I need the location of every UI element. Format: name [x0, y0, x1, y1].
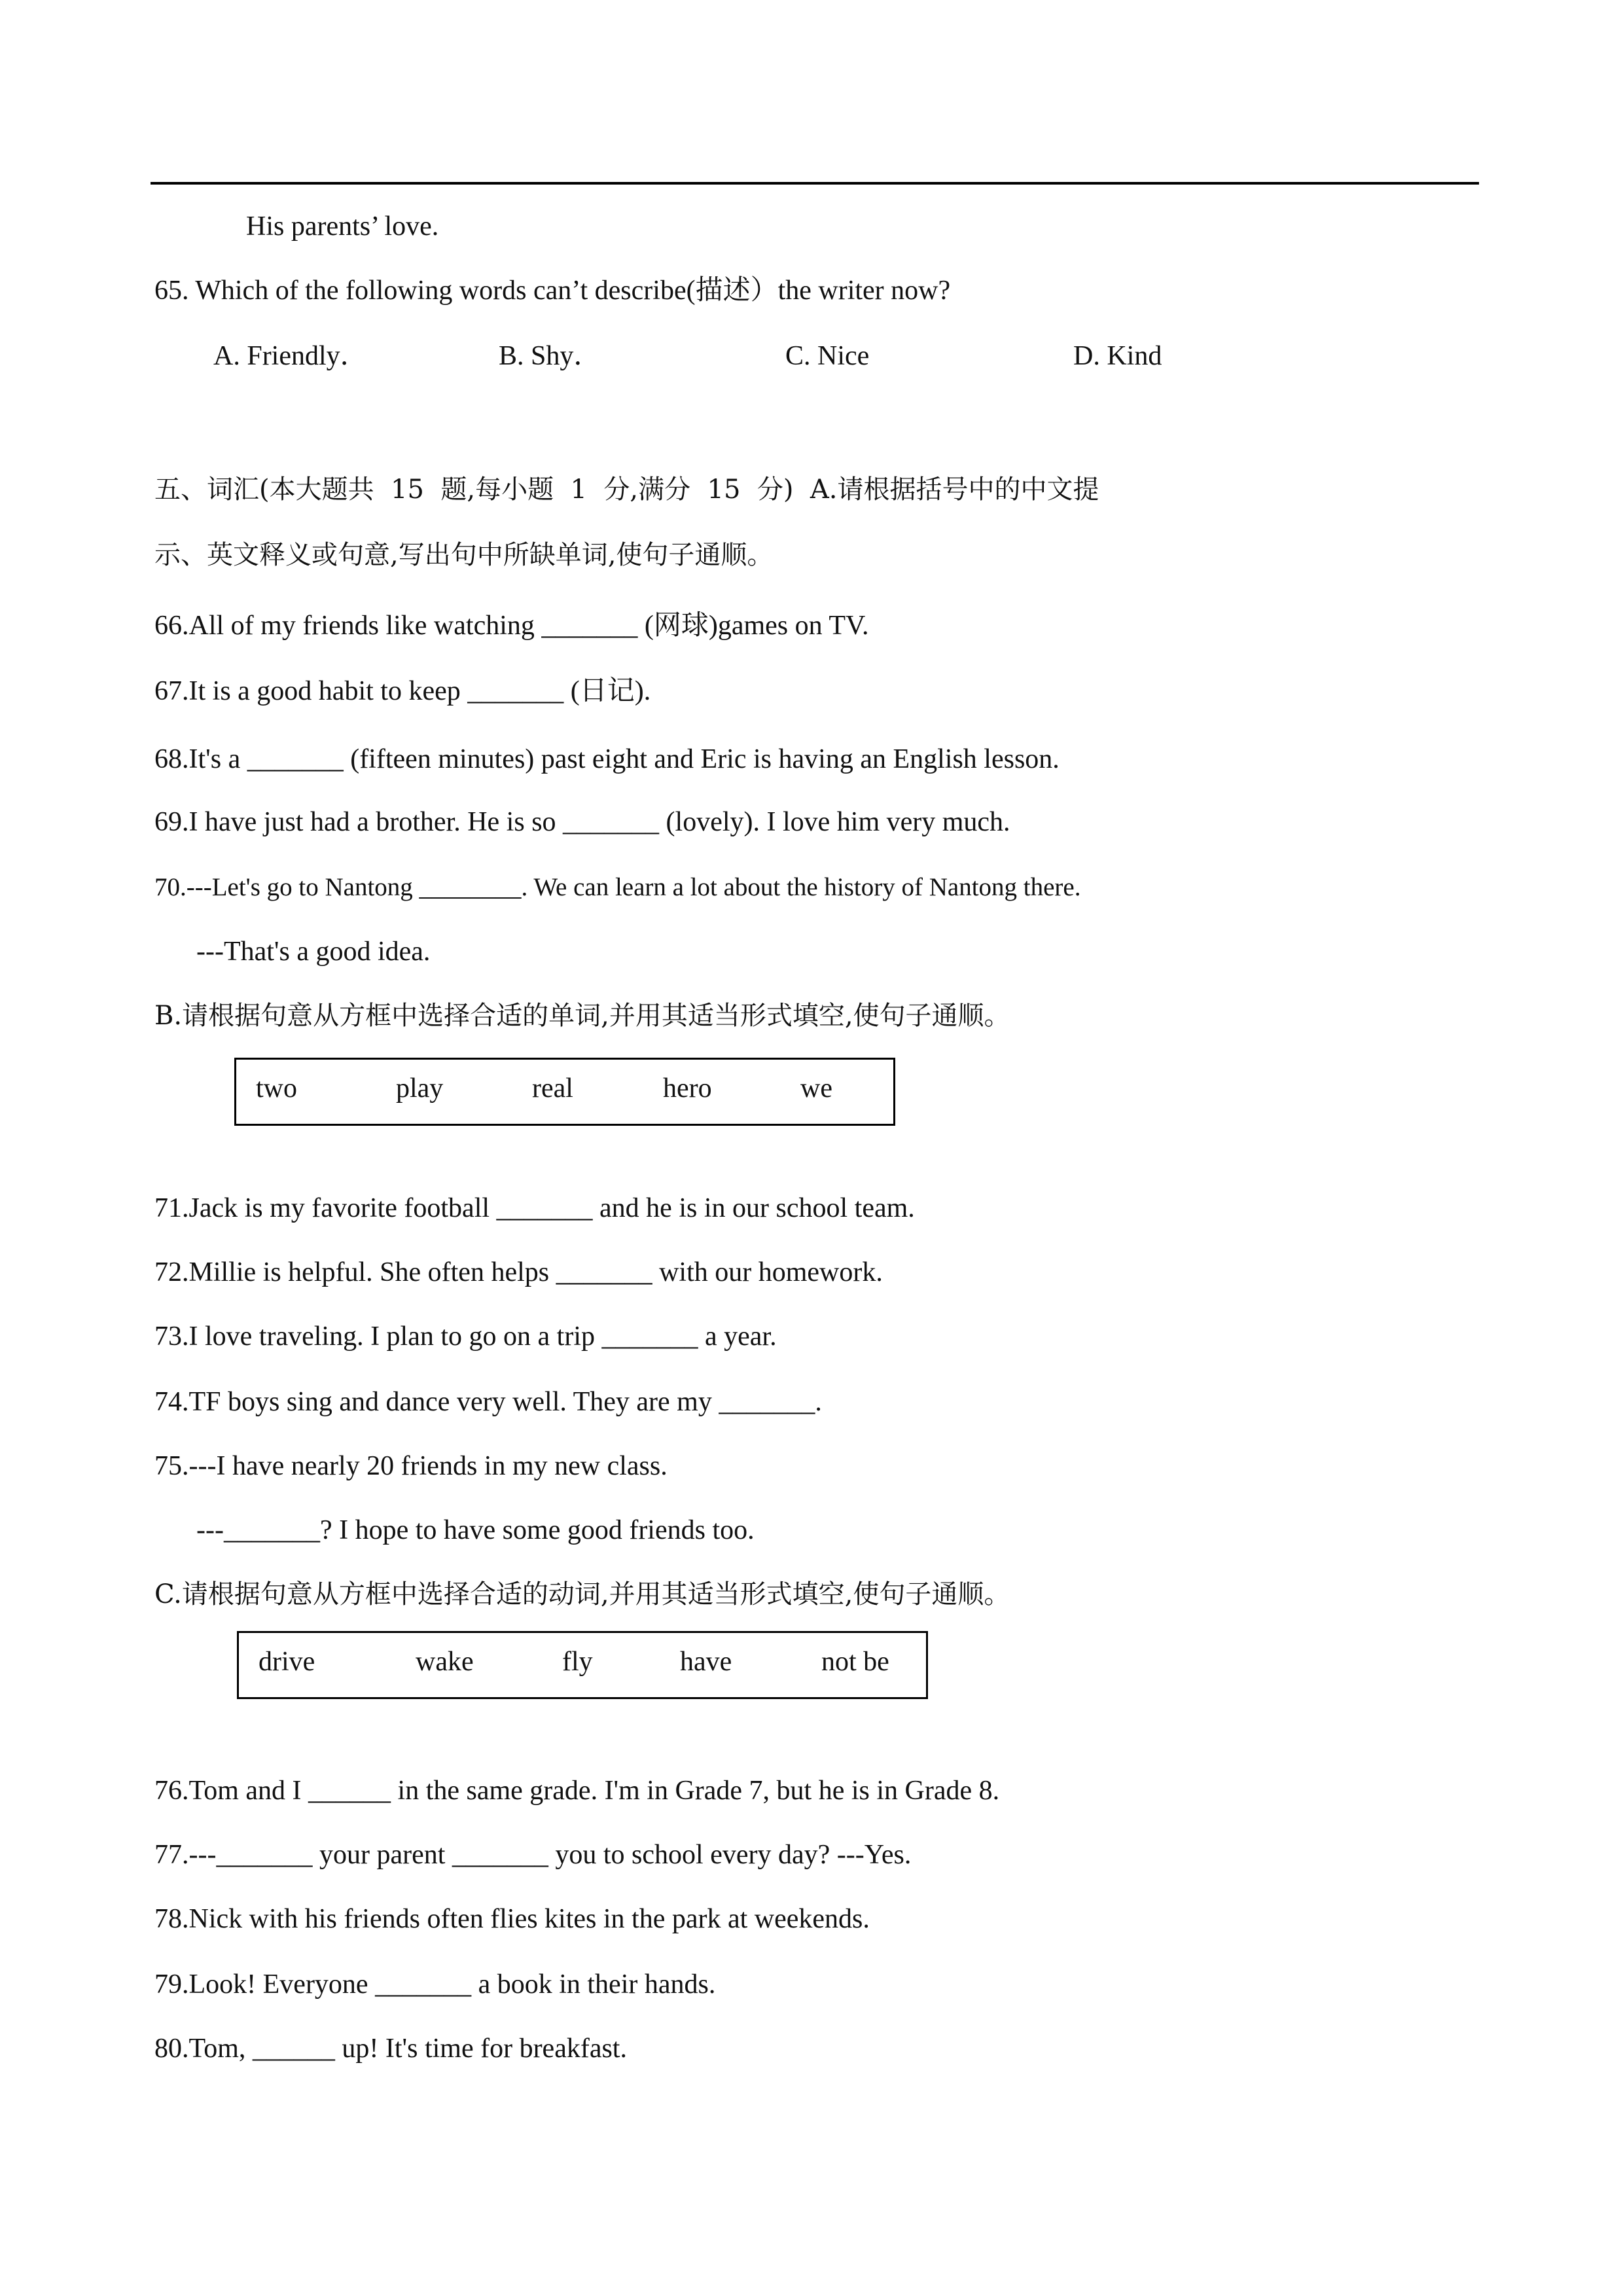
word-box-c-item: fly: [562, 1647, 593, 1677]
question-67: 67.It is a good habit to keep _______ (日记).: [154, 676, 651, 706]
word-box-c-item: drive: [259, 1647, 315, 1677]
word-box-b-item: play: [396, 1073, 444, 1103]
word-box-b-item: real: [532, 1073, 573, 1103]
question-68: 68.It's a _______ (fifteen minutes) past eight and Eric is having an English lesson.: [154, 744, 1060, 774]
q65-option-a: A. Friendly．: [213, 341, 368, 371]
header-rule: [151, 182, 1479, 185]
section-5-heading-line1: 五、词汇(本大题共 15 题,每小题 1 分,满分 15 分) A.请根据括号中的中文提: [154, 475, 1099, 505]
question-66: 66.All of my friends like watching _______ (网球)games on TV.: [154, 611, 869, 641]
prev-answer-line: His parents’ love.: [246, 211, 439, 242]
word-box-c-item: not be: [821, 1647, 889, 1677]
word-box-b-item: two: [256, 1073, 297, 1103]
question-76: 76.Tom and I ______ in the same grade. I'm in Grade 7, but he is in Grade 8.: [154, 1776, 1000, 1806]
question-70: 70.---Let's go to Nantong ________. We can learn a lot about the history of Nantong there.: [154, 873, 1081, 901]
section-5-heading-line2: 示、英文释义或句意,写出句中所缺单词,使句子通顺。: [154, 540, 774, 570]
q65-option-d: D. Kind: [1073, 341, 1162, 371]
question-80: 80.Tom, ______ up! It's time for breakfast.: [154, 2034, 627, 2064]
question-75-reply: ---_______? I hope to have some good friends too.: [196, 1515, 755, 1545]
part-b-instruction: B.请根据句意从方框中选择合适的单词,并用其适当形式填空,使句子通顺。: [154, 1001, 1010, 1031]
question-79: 79.Look! Everyone _______ a book in their hands.: [154, 1969, 716, 2000]
word-box-b-item: we: [800, 1073, 832, 1103]
question-75: 75.---I have nearly 20 friends in my new class.: [154, 1451, 668, 1481]
question-69: 69.I have just had a brother. He is so _______ (lovely). I love him very much.: [154, 807, 1010, 837]
word-box-c-item: wake: [416, 1647, 474, 1677]
question-70-reply: ---That's a good idea.: [196, 937, 431, 967]
question-71: 71.Jack is my favorite football _______ and he is in our school team.: [154, 1193, 915, 1223]
word-box-b-item: hero: [663, 1073, 712, 1103]
question-74: 74.TF boys sing and dance very well. They are my _______.: [154, 1387, 822, 1417]
question-73: 73.I love traveling. I plan to go on a trip _______ a year.: [154, 1321, 777, 1352]
q65-option-c: C. Nice: [785, 341, 870, 371]
question-78: 78.Nick with his friends often flies kites in the park at weekends.: [154, 1904, 870, 1934]
question-65-stem: 65. Which of the following words can’t describe(描述）the writer now?: [154, 276, 951, 306]
part-b-word-box: [234, 1058, 895, 1126]
part-c-word-box: [237, 1631, 928, 1699]
q65-option-b: B. Shy．: [499, 341, 601, 371]
part-c-instruction: C.请根据句意从方框中选择合适的动词,并用其适当形式填空,使句子通顺。: [154, 1579, 1010, 1609]
question-77: 77.---_______ your parent _______ you to school every day? ---Yes.: [154, 1840, 912, 1870]
word-box-c-item: have: [680, 1647, 732, 1677]
question-72: 72.Millie is helpful. She often helps _______ with our homework.: [154, 1257, 883, 1287]
